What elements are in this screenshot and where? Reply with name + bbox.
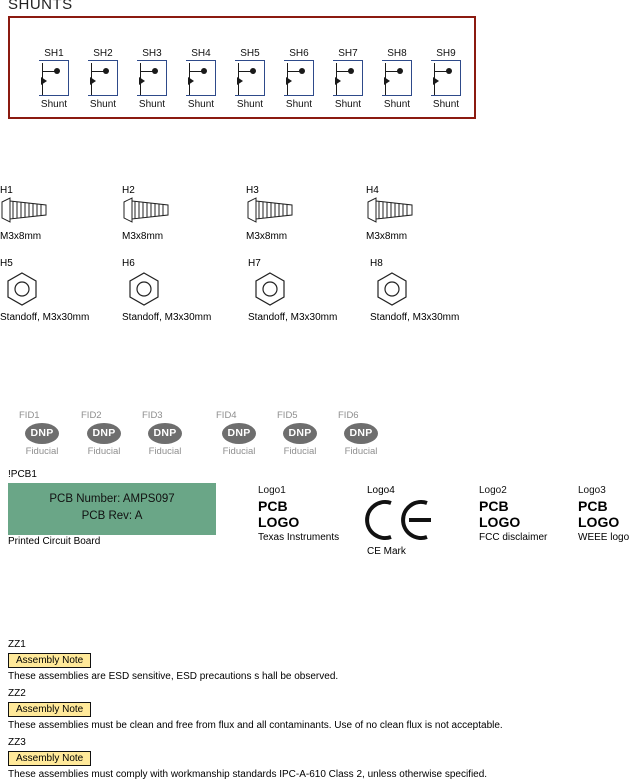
shunt-symbol-icon [186, 60, 216, 96]
shunt-ref: SH4 [191, 48, 211, 59]
fiducial[interactable] [139, 410, 191, 457]
shunt-component[interactable] [421, 48, 471, 110]
logo-ref: Logo3 [578, 485, 606, 496]
fiducial[interactable] [16, 410, 68, 457]
logo-line2: LOGO [479, 514, 521, 530]
shunt-ref: SH3 [142, 48, 162, 59]
fiducial-label: Fiducial [87, 446, 121, 457]
ce-mark-icon [365, 497, 439, 543]
logo-line2: LOGO [578, 514, 620, 530]
shunt-symbol-icon [39, 60, 69, 96]
shunt-component[interactable] [372, 48, 422, 110]
hardware-ref: H6 [122, 258, 135, 269]
logo-caption: WEEE logo [578, 532, 630, 543]
hardware-ref: H7 [248, 258, 261, 269]
note-tag: Assembly Note [8, 653, 91, 668]
fiducial-ref: FID4 [216, 410, 237, 421]
shunt-label: Shunt [334, 99, 362, 110]
shunt-ref: SH8 [387, 48, 407, 59]
fiducial-ref: FID2 [81, 410, 102, 421]
note-ref: ZZ2 [8, 688, 26, 699]
fiducial-ref: FID3 [142, 410, 163, 421]
shunt-label: Shunt [285, 99, 313, 110]
ce-ref: Logo4 [367, 485, 395, 496]
pcb-number: PCB Number: AMPS097 [49, 493, 175, 505]
note-body: These assemblies must comply with workmanship standards IPC-A-610 Class 2, unless otherwise specified. [8, 769, 488, 780]
fiducial-label: Fiducial [283, 446, 317, 457]
hardware-standoff[interactable] [0, 258, 89, 323]
shunt-component[interactable] [274, 48, 324, 110]
standoff-icon [370, 269, 414, 307]
note-tag: Assembly Note [8, 702, 91, 717]
shunt-symbol-icon [382, 60, 412, 96]
hardware-ref: H1 [0, 185, 13, 196]
shunt-component[interactable] [127, 48, 177, 110]
note-body: These assemblies must be clean and free from flux and all contaminants. Use of no clean flux is not acceptable. [8, 720, 503, 731]
pcb-ref: !PCB1 [8, 469, 37, 480]
logo-block-ti[interactable] [258, 485, 339, 543]
shunt-label: Shunt [187, 99, 215, 110]
screw-icon [122, 196, 170, 224]
hardware-ref: H3 [246, 185, 259, 196]
standoff-icon [0, 269, 44, 307]
fiducial-ref: FID5 [277, 410, 298, 421]
shunt-label: Shunt [89, 99, 117, 110]
shunt-label: Shunt [236, 99, 264, 110]
shunts-section-title: SHUNTS [8, 0, 73, 13]
screw-icon [366, 196, 414, 224]
logo-block-fcc[interactable] [479, 485, 547, 543]
screw-icon [246, 196, 294, 224]
fiducial[interactable] [335, 410, 387, 457]
fiducial[interactable] [213, 410, 265, 457]
fiducial[interactable] [274, 410, 326, 457]
fiducial-label: Fiducial [148, 446, 182, 457]
fiducial-pad-icon: DNP [222, 423, 256, 444]
assembly-note[interactable] [8, 737, 487, 780]
assembly-note[interactable] [8, 639, 338, 682]
shunt-symbol-icon [235, 60, 265, 96]
hardware-ref: H8 [370, 258, 383, 269]
shunt-ref: SH9 [436, 48, 456, 59]
shunt-symbol-icon [88, 60, 118, 96]
hardware-standoff[interactable] [122, 258, 211, 323]
fiducial-pad-icon: DNP [344, 423, 378, 444]
logo-caption: Texas Instruments [258, 532, 340, 543]
fiducial-pad-icon: DNP [283, 423, 317, 444]
pcb-rev: PCB Rev: A [81, 510, 143, 522]
ce-caption: CE Mark [367, 546, 406, 557]
hardware-screw[interactable] [122, 185, 170, 242]
standoff-icon [122, 269, 166, 307]
hardware-label: M3x8mm [0, 231, 42, 242]
hardware-label: Standoff, M3x30mm [248, 312, 338, 323]
fiducial-ref: FID1 [19, 410, 40, 421]
shunt-component[interactable] [78, 48, 128, 110]
hardware-ref: H5 [0, 258, 13, 269]
logo-ref: Logo2 [479, 485, 507, 496]
note-tag: Assembly Note [8, 751, 91, 766]
pcb-block[interactable] [8, 483, 216, 535]
logo-line2: LOGO [258, 514, 300, 530]
hardware-screw[interactable] [246, 185, 294, 242]
fiducial-label: Fiducial [344, 446, 378, 457]
note-ref: ZZ1 [8, 639, 26, 650]
fiducial[interactable] [78, 410, 130, 457]
shunt-ref: SH5 [240, 48, 260, 59]
hardware-label: Standoff, M3x30mm [0, 312, 90, 323]
hardware-label: M3x8mm [246, 231, 288, 242]
shunt-label: Shunt [40, 99, 68, 110]
hardware-screw[interactable] [0, 185, 48, 242]
hardware-ref: H4 [366, 185, 379, 196]
screw-icon [0, 196, 48, 224]
logo-line1: PCB [578, 498, 608, 514]
hardware-standoff[interactable] [248, 258, 337, 323]
shunt-symbol-icon [333, 60, 363, 96]
hardware-label: M3x8mm [122, 231, 164, 242]
hardware-label: M3x8mm [366, 231, 408, 242]
logo-block-weee[interactable] [578, 485, 629, 543]
shunt-ref: SH1 [44, 48, 64, 59]
hardware-ref: H2 [122, 185, 135, 196]
shunt-ref: SH7 [338, 48, 358, 59]
shunt-label: Shunt [138, 99, 166, 110]
shunt-component[interactable] [29, 48, 79, 110]
note-body: These assemblies are ESD sensitive, ESD precautions s hall be observed. [8, 671, 339, 682]
fiducial-pad-icon: DNP [87, 423, 121, 444]
fiducial-label: Fiducial [222, 446, 256, 457]
hardware-standoff[interactable] [370, 258, 459, 323]
pcb-caption: Printed Circuit Board [8, 536, 101, 547]
hardware-screw[interactable] [366, 185, 414, 242]
fiducial-label: Fiducial [25, 446, 59, 457]
shunt-symbol-icon [137, 60, 167, 96]
standoff-icon [248, 269, 292, 307]
hardware-label: Standoff, M3x30mm [370, 312, 460, 323]
logo-ref: Logo1 [258, 485, 286, 496]
fiducial-pad-icon: DNP [25, 423, 59, 444]
shunts-group-box [8, 16, 476, 119]
logo-line1: PCB [258, 498, 288, 514]
logo-line1: PCB [479, 498, 509, 514]
shunt-ref: SH6 [289, 48, 309, 59]
shunt-symbol-icon [284, 60, 314, 96]
assembly-note[interactable] [8, 688, 503, 731]
shunt-component[interactable] [176, 48, 226, 110]
shunt-component[interactable] [323, 48, 373, 110]
shunt-symbol-icon [431, 60, 461, 96]
logo-caption: FCC disclaimer [479, 532, 548, 543]
shunt-ref: SH2 [93, 48, 113, 59]
shunt-label: Shunt [432, 99, 460, 110]
hardware-label: Standoff, M3x30mm [122, 312, 212, 323]
fiducial-ref: FID6 [338, 410, 359, 421]
shunt-label: Shunt [383, 99, 411, 110]
note-ref: ZZ3 [8, 737, 26, 748]
fiducial-pad-icon: DNP [148, 423, 182, 444]
shunt-component[interactable] [225, 48, 275, 110]
